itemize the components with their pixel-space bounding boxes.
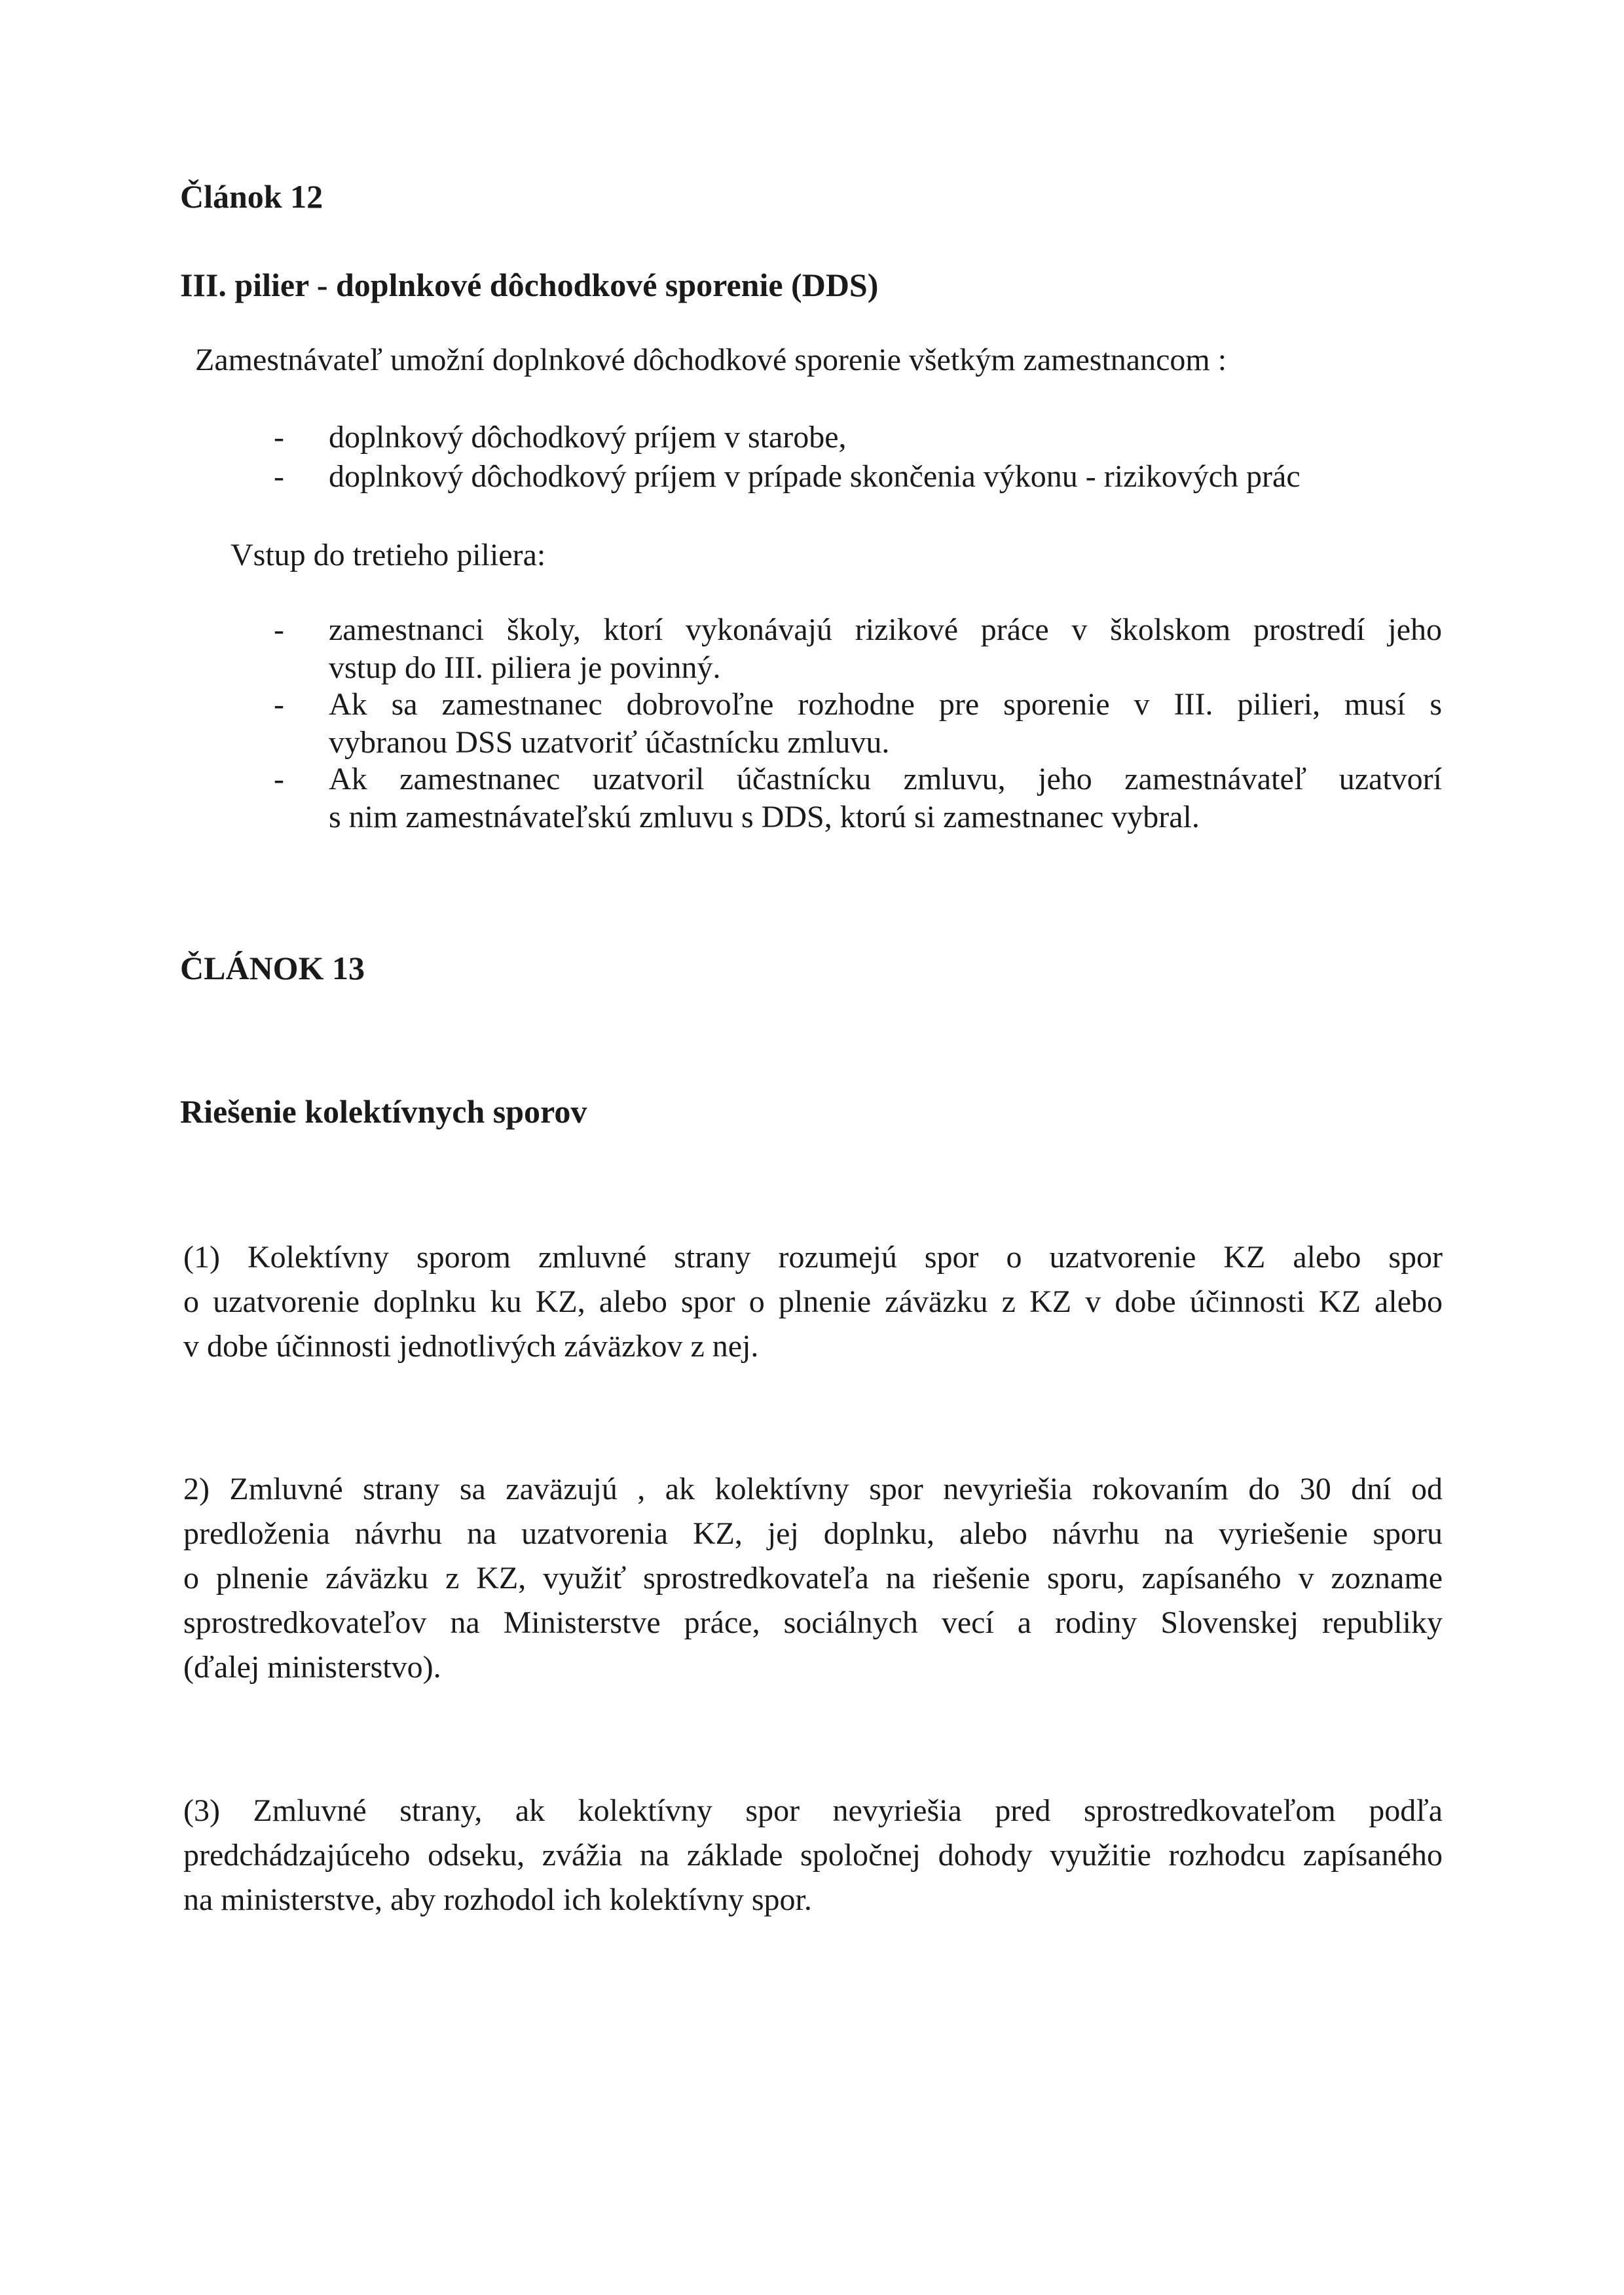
list-dash: - (274, 459, 284, 494)
paragraph-2-line-3: o plnenie záväzku z KZ, využiť sprostredkovateľa na riešenie sporu, zapísaného v zozname (183, 1561, 1443, 1595)
paragraph-2-line-4: sprostredkovateľov na Ministerstve práce, sociálnych vecí a rodiny Slovenskej republiky (183, 1605, 1443, 1640)
list-dash: - (274, 612, 284, 647)
paragraph-3-line-2: predchádzajúceho odseku, zvážia na základe spoločnej dohody využitie rozhodcu zapísaného (183, 1838, 1443, 1873)
list-dash: - (274, 687, 284, 722)
paragraph-1-line-2: o uzatvorenie doplnku ku KZ, alebo spor o plnenie záväzku z KZ v dobe účinnosti KZ alebo (183, 1284, 1443, 1319)
entry-item-1-line-2: vstup do III. piliera je povinný. (329, 650, 721, 685)
paragraph-1-line-1: (1) Kolektívny sporom zmluvné strany rozumejú spor o uzatvorenie KZ alebo spor (183, 1240, 1443, 1275)
paragraph-2-line-5: (ďalej ministerstvo). (183, 1650, 441, 1685)
entry-heading: Vstup do tretieho piliera: (231, 538, 546, 572)
paragraph-3-line-1: (3) Zmluvné strany, ak kolektívny spor nevyriešia pred sprostredkovateľom podľa (183, 1793, 1443, 1828)
entry-item-1-line-1: zamestnanci školy, ktorí vykonávajú rizikové práce v školskom prostredí jeho (329, 612, 1442, 647)
benefit-item-1: doplnkový dôchodkový príjem v starobe, (329, 420, 847, 455)
paragraph-2-line-2: predloženia návrhu na uzatvorenia KZ, jej doplnku, alebo návrhu na vyriešenie sporu (183, 1516, 1443, 1551)
paragraph-3-line-3: na ministerstve, aby rozhodol ich kolektívny spor. (183, 1882, 812, 1917)
entry-item-3-line-1: Ak zamestnanec uzatvoril účastnícku zmluvu, jeho zamestnávateľ uzatvorí (329, 762, 1442, 796)
article-12-subheading: III. pilier - doplnkové dôchodkové sporenie (DDS) (180, 267, 879, 303)
paragraph-2-line-1: 2) Zmluvné strany sa zaväzujú , ak kolektívny spor nevyriešia rokovaním do 30 dní od (183, 1472, 1443, 1506)
entry-item-3-line-2: s nim zamestnávateľskú zmluvu s DDS, ktorú si zamestnanec vybral. (329, 800, 1200, 834)
article-12-intro: Zamestnávateľ umožní doplnkové dôchodkové sporenie všetkým zamestnancom : (195, 343, 1227, 377)
benefit-item-2: doplnkový dôchodkový príjem v prípade skončenia výkonu - rizikových prác (329, 459, 1301, 494)
list-dash: - (274, 420, 284, 455)
entry-item-2-line-2: vybranou DSS uzatvoriť účastnícku zmluvu. (329, 725, 890, 760)
entry-item-2-line-1: Ak sa zamestnanec dobrovoľne rozhodne pre sporenie v III. pilieri, musí s (329, 687, 1442, 722)
list-dash: - (274, 762, 284, 796)
article-13-heading: ČLÁNOK 13 (180, 950, 365, 986)
article-13-subheading: Riešenie kolektívnych sporov (180, 1093, 587, 1130)
article-12-heading: Článok 12 (180, 178, 323, 215)
paragraph-1-line-3: v dobe účinnosti jednotlivých záväzkov z nej. (183, 1329, 759, 1364)
